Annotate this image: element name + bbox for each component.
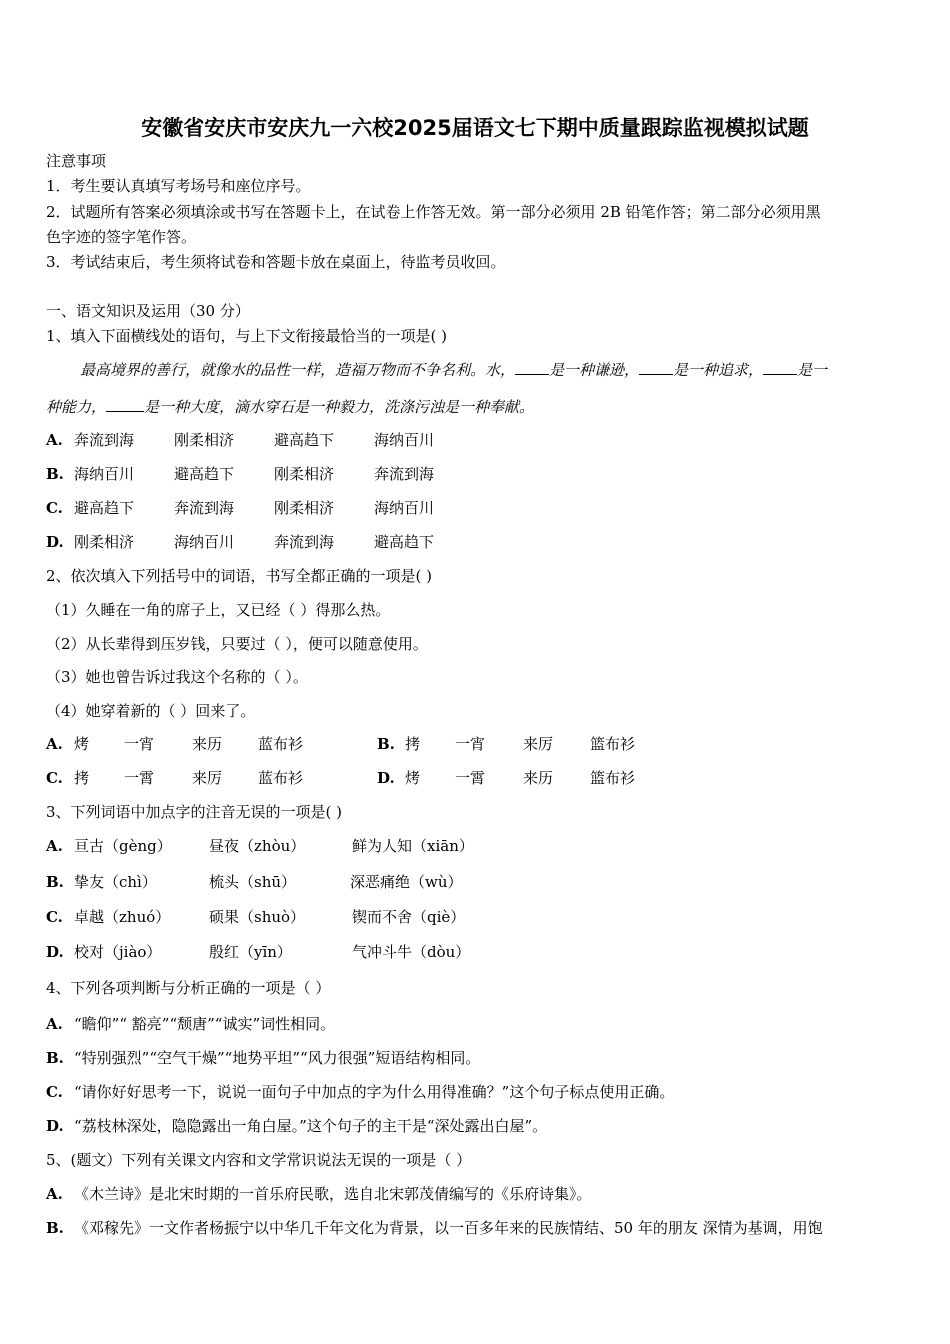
question-4-option-b[interactable]: B. “特别强烈”“空气干燥”“地势平坦”“风力很强”短语结构相同。 bbox=[46, 1049, 481, 1067]
passage-text: 是一 bbox=[797, 361, 828, 379]
question-5-stem: 5、(题文）下列有关课文内容和文学常识说法无误的一项是（ ） bbox=[46, 1151, 472, 1169]
passage-text: 是一种大度，滴水穿石是一种毅力，洗涤污浊是一种奉献。 bbox=[144, 398, 535, 416]
question-5-option-b[interactable]: B. 《邓稼先》一文作者杨振宁以中华几千年文化为背景，以一百多年来的民族情结、50 年的朋友 深情为基调，用饱 bbox=[46, 1219, 823, 1237]
question-2-option-c[interactable]: C. 拷 一霄 来厉 蓝布衫 bbox=[46, 769, 304, 787]
question-1-option-d[interactable]: D. 刚柔相济 海纳百川 奔流到海 避高趋下 bbox=[46, 533, 435, 551]
notice-heading: 注意事项 bbox=[46, 152, 107, 170]
notice-item-3: 3．考试结束后，考生须将试卷和答题卡放在桌面上，待监考员收回。 bbox=[46, 253, 506, 271]
question-4-stem: 4、下列各项判断与分析正确的一项是（ ） bbox=[46, 979, 331, 997]
question-2-stem: 2、依次填入下列括号中的词语，书写全都正确的一项是( ) bbox=[46, 567, 433, 585]
question-2-option-a[interactable]: A. 烤 一宵 来历 蓝布衫 bbox=[46, 735, 304, 753]
question-2-line-4: （4）她穿着新的（ ）回来了。 bbox=[46, 702, 256, 720]
question-2-line-1: （1）久睡在一角的席子上，又已经（ ）得那么热。 bbox=[46, 601, 391, 619]
question-4-option-a[interactable]: A. “瞻仰”“ 豁亮”“颓唐”“诚实”词性相同。 bbox=[46, 1015, 336, 1033]
question-1-passage-line-2 bbox=[46, 397, 534, 417]
question-4-option-c[interactable]: C. “请你好好思考一下，说说一面句子中加点的字为什么用得准确？”这个句子标点使用正确。 bbox=[46, 1083, 675, 1101]
question-2-line-2: （2）从长辈得到压岁钱，只要过（ ），便可以随意使用。 bbox=[46, 635, 428, 653]
page-title: 安徽省安庆市安庆九一六校2025届语文七下期中质量跟踪监视模拟试题 bbox=[141, 116, 809, 140]
section-heading: 一、语文知识及运用（30 分） bbox=[46, 302, 250, 320]
passage-text: 是一种谦逊， bbox=[549, 361, 640, 379]
question-1-option-c[interactable]: C. 避高趋下 奔流到海 刚柔相济 海纳百川 bbox=[46, 499, 435, 517]
question-1-passage-line-1 bbox=[80, 360, 827, 380]
notice-item-2: 2．试题所有答案必须填涂或书写在答题卡上，在试卷上作答无效。第一部分必须用 2B 铅笔作答；第二部分必须用黑 bbox=[46, 203, 821, 221]
question-1-option-b[interactable]: B. 海纳百川 避高趋下 刚柔相济 奔流到海 bbox=[46, 465, 435, 483]
question-2-option-d[interactable]: D. 烤 一霄 来历 篮布衫 bbox=[377, 769, 636, 787]
question-3-option-c[interactable]: C. 卓越（zhuó） 硕果（shuò） 锲而不舍（qiè） bbox=[46, 908, 466, 926]
question-5-option-a[interactable]: A. 《木兰诗》是北宋时期的一首乐府民歌，选自北宋郭茂倩编写的《乐府诗集》。 bbox=[46, 1185, 592, 1203]
answer-blank bbox=[106, 397, 144, 412]
answer-blank bbox=[515, 360, 549, 375]
question-2-line-3: （3）她也曾告诉过我这个名称的（ ）。 bbox=[46, 668, 308, 686]
passage-text: 是一种追求， bbox=[673, 361, 764, 379]
notice-item-1: 1．考生要认真填写考场号和座位序号。 bbox=[46, 177, 311, 195]
question-3-option-d[interactable]: D. 校对（jiào） 殷红（yīn） 气冲斗牛（dòu） bbox=[46, 943, 471, 961]
passage-text: 种能力， bbox=[46, 398, 107, 416]
question-4-option-d[interactable]: D. “荔枝林深处，隐隐露出一角白屋。”这个句子的主干是“深处露出白屋”。 bbox=[46, 1117, 548, 1135]
answer-blank bbox=[639, 360, 673, 375]
question-1-stem: 1、填入下面横线处的语句，与上下文衔接最恰当的一项是( ) bbox=[46, 327, 448, 345]
answer-blank bbox=[763, 360, 797, 375]
question-1-option-a[interactable]: A. 奔流到海 刚柔相济 避高趋下 海纳百川 bbox=[46, 431, 435, 449]
question-3-option-b[interactable]: B. 挚友（chì） 梳头（shū） 深恶痛绝（wù） bbox=[46, 873, 463, 891]
notice-item-2-cont: 色字迹的签字笔作答。 bbox=[46, 228, 197, 246]
question-2-option-b[interactable]: B. 拷 一宵 来厉 篮布衫 bbox=[377, 735, 636, 753]
passage-text: 最高境界的善行，就像水的品性一样，造福万物而不争名利。水， bbox=[80, 361, 516, 379]
question-3-option-a[interactable]: A. 亘古（gèng） 昼夜（zhòu） 鲜为人知（xiān） bbox=[46, 837, 474, 855]
question-3-stem: 3、下列词语中加点字的注音无误的一项是( ) bbox=[46, 803, 343, 821]
